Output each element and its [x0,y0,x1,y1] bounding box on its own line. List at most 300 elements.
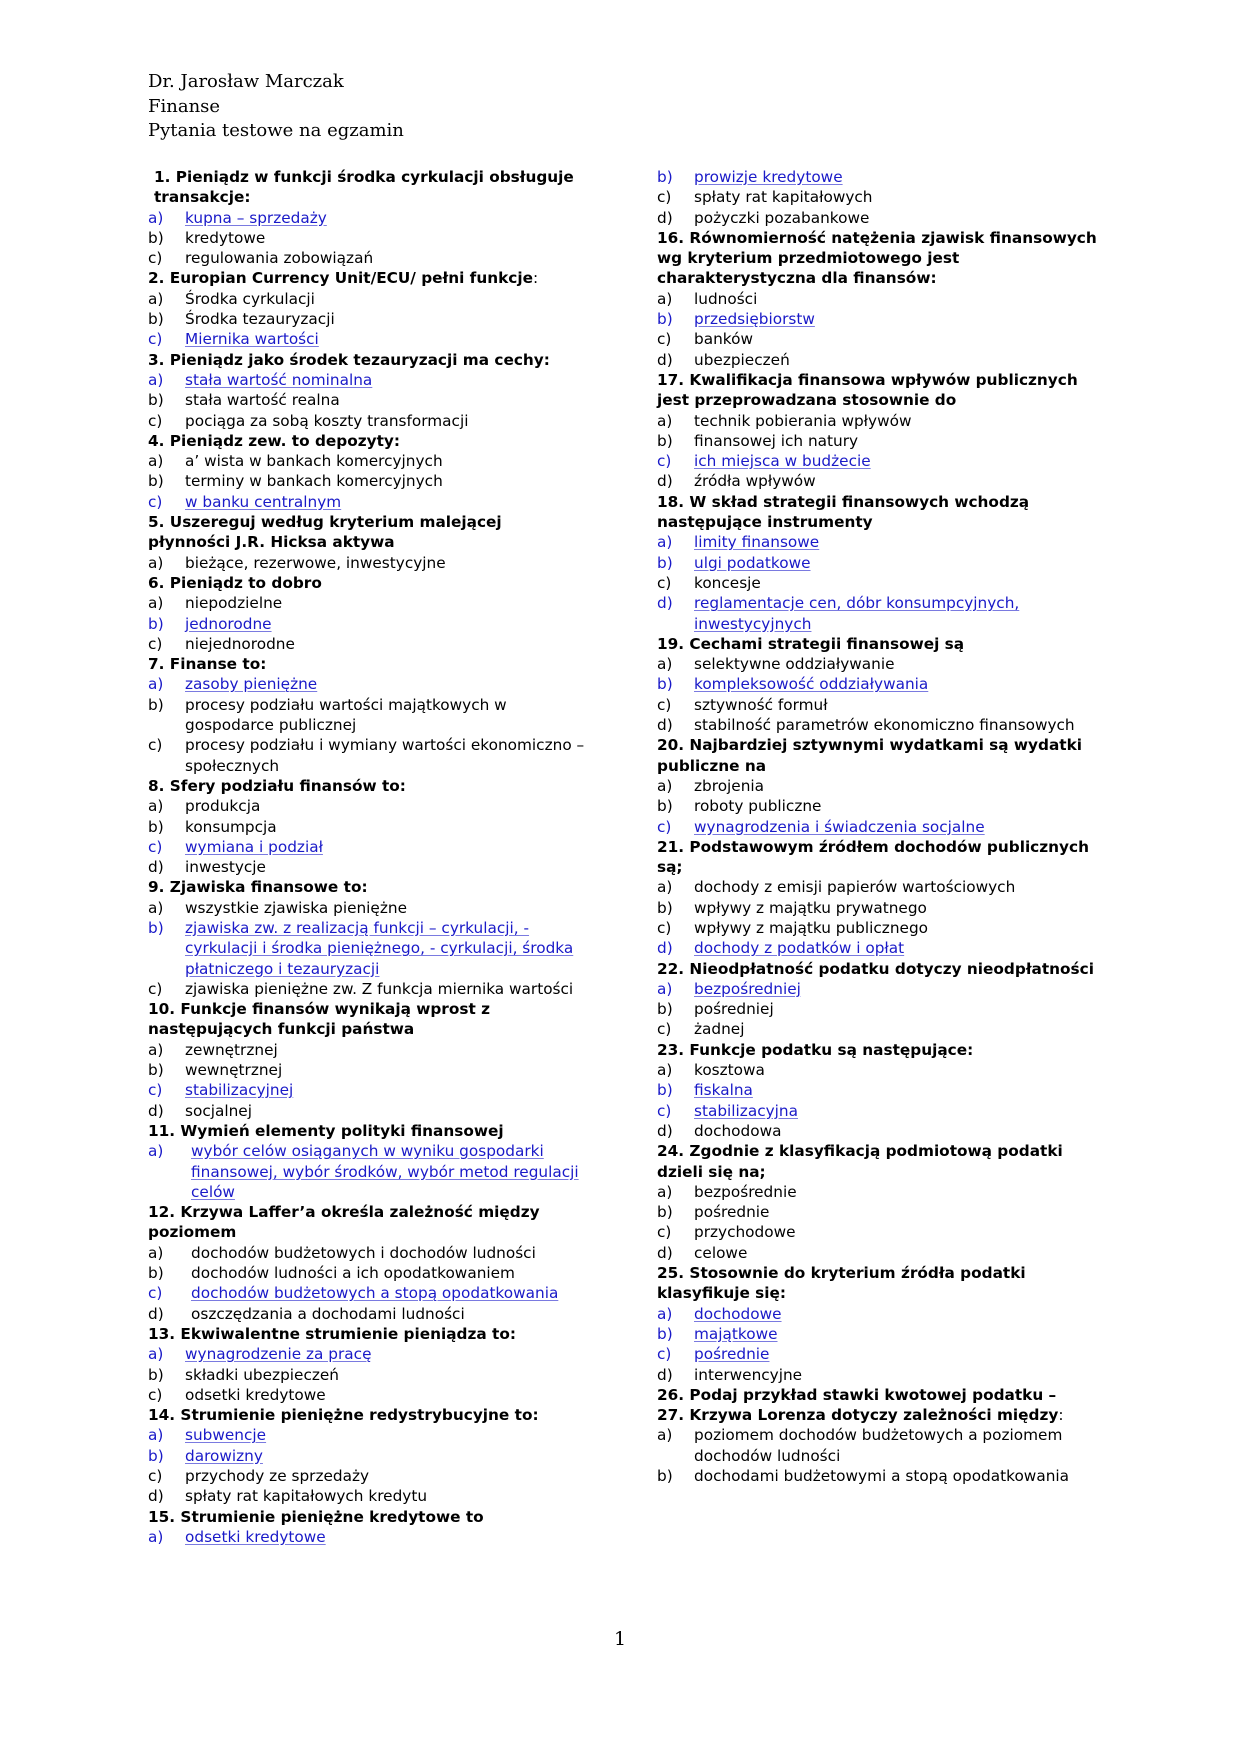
question-block [148,268,588,349]
answer-option [148,471,588,491]
answer-option [148,248,588,268]
option-letter: a) [148,797,164,816]
answer-option [148,1466,588,1486]
option-letter: b) [657,310,673,329]
option-letter: a) [657,289,673,308]
answer-option-correct [148,1527,588,1547]
answer-option [657,329,1097,349]
option-letter: a) [148,1527,164,1546]
answer-option [657,1466,1097,1486]
option-text: dochodami budżetowymi a stopą opodatkowania [694,1467,1070,1485]
option-letter: d) [657,350,673,369]
option-text: dochodów budżetowych i dochodów ludności [191,1243,536,1262]
option-text: zewnętrznej [185,1040,278,1059]
answer-option [148,553,588,573]
answer-option [657,654,1097,674]
option-text: inwestycje [185,858,266,877]
answer-option-correct [657,979,1097,999]
option-text: przedsiębiorstw [694,310,815,329]
question-stem: 6. Pieniądz to dobro [148,573,322,592]
option-letter: b) [657,1203,673,1222]
answer-option [148,979,588,999]
question-text [657,1263,1097,1304]
option-text: wpływy z majątku publicznego [694,918,929,937]
option-letter: c) [148,249,163,268]
answer-option [148,289,588,309]
option-text: ludności [694,289,758,308]
question-stem: 10. Funkcje finansów wynikają wprost z następujących funkcji państwa [148,1000,496,1039]
option-letter: c) [657,695,672,714]
question-stem: 9. Zjawiska finansowe to: [148,878,368,897]
option-letter: c) [148,1385,163,1404]
option-letter: b) [657,1000,673,1019]
option-text: kosztowa [694,1061,765,1080]
option-letter: c) [657,918,672,937]
option-letter: b) [148,695,164,714]
option-letter: a) [148,1040,164,1059]
page-number: 1 [613,1628,627,1650]
option-letter: a) [657,655,673,674]
option-text: wymiana i podział [185,837,323,856]
question-text [148,512,588,553]
answer-option-correct [148,614,588,634]
question-text [148,167,588,208]
option-letter: a) [657,878,673,897]
option-text: a’ wista w bankach komercyjnych [185,452,443,471]
answer-option-correct [148,1080,588,1100]
option-letter: a) [148,208,164,227]
option-letter: a) [148,1345,164,1364]
answer-option [657,776,1097,796]
option-letter: d) [657,939,673,958]
question-text [148,350,588,370]
option-letter: c) [657,1223,672,1242]
question-block [657,1385,1097,1405]
option-text: finansowej ich natury [694,431,859,450]
answer-option-correct [657,674,1097,694]
question-block [657,492,1097,634]
answer-option-correct [657,938,1097,958]
answer-option [657,1222,1097,1242]
option-letter: b) [148,1365,164,1384]
answer-option [148,1365,588,1385]
option-letter: b) [657,898,673,917]
option-letter: b) [148,614,164,633]
question-block [148,431,588,512]
option-letter: c) [148,492,163,511]
option-text: kupna – sprzedaży [185,208,327,227]
question-text [148,573,588,593]
answer-option [148,735,588,776]
option-text: dochodowa [694,1121,782,1140]
question-stem: 21. Podstawowym źródłem dochodów publicznych są; [657,837,1095,877]
option-letter: d) [657,472,673,491]
answer-option-correct [657,309,1097,329]
option-letter: a) [657,411,673,430]
option-letter: b) [148,1264,164,1283]
document-title: Pytania testowe na egzamin [148,120,404,141]
answer-option [657,796,1097,816]
question-text [657,634,1097,654]
option-text: prowizje kredytowe [694,168,843,186]
option-letter: c) [657,330,672,349]
question-block [657,959,1097,1040]
answer-option [657,1243,1097,1263]
option-letter: a) [657,1304,673,1323]
option-letter: a) [148,452,164,471]
answer-option [657,431,1097,451]
question-text [657,959,1097,979]
option-letter: a) [148,594,164,613]
option-text: terminy w bankach komercyjnych [185,472,443,491]
option-text: selektywne oddziaływanie [694,655,895,674]
answer-option [657,471,1097,491]
option-text: oszczędzania a dochodami ludności [191,1304,465,1323]
question-text [148,877,588,897]
question-text [657,228,1103,289]
question-text [148,1202,588,1243]
question-stem: 11. Wymień elementy polityki finansowej [148,1121,504,1140]
option-text: pociąga za sobą koszty transformacji [185,411,469,430]
option-text: fiskalna [694,1081,753,1100]
answer-option [657,1365,1097,1385]
option-letter: a) [657,1182,673,1201]
option-text: regulowania zobowiązań [185,249,374,268]
answer-option [148,857,588,877]
option-letter: b) [148,1446,164,1465]
option-letter: c) [148,411,163,430]
question-block [148,1324,588,1405]
answer-option-correct [148,208,588,228]
answer-option [148,796,588,816]
option-text: dochodów ludności a ich opodatkowaniem [191,1264,515,1283]
answer-option [148,634,588,654]
answer-option [148,228,588,248]
author-name: Dr. Jarosław Marczak [148,71,344,92]
question-stem: 22. Nieodpłatność podatku dotyczy nieodpłatności [657,959,1094,978]
answer-option-correct [148,1141,588,1202]
option-text: konsumpcja [185,817,277,836]
option-text: stała wartość realna [185,391,340,410]
option-letter: a) [148,898,164,917]
answer-option-correct [657,167,1097,187]
option-letter: d) [657,1243,673,1262]
option-text: zasoby pieniężne [185,675,318,694]
question-block [657,837,1097,959]
option-letter: c) [148,1081,163,1100]
answer-option-correct [148,370,588,390]
option-letter: d) [657,1365,673,1384]
option-text: stabilizacyjna [694,1101,798,1120]
option-letter: b) [148,918,164,937]
option-text: poziomem dochodów budżetowych a poziomem dochodów ludności [694,1426,1063,1465]
answer-option [148,451,588,471]
option-text: składki ubezpieczeń [185,1365,339,1384]
right-column [657,167,1103,1486]
question-stem: 3. Pieniądz jako środek tezauryzacji ma cechy: [148,350,550,369]
option-text: bieżące, rezerwowe, inwestycyjne [185,553,446,572]
option-text: dochody z emisji papierów wartościowych [694,878,1016,897]
option-letter: b) [657,1467,673,1485]
answer-option-correct [657,1344,1097,1364]
option-text: zbrojenia [694,776,765,795]
option-text: procesy podziału i wymiany wartości ekonomiczno – społecznych [185,736,585,775]
question-text [148,1405,588,1425]
option-letter: c) [148,1284,163,1303]
option-text: procesy podziału wartości majątkowych w gospodarce publicznej [185,695,507,735]
question-text [148,1121,588,1141]
option-text: interwencyjne [694,1365,803,1384]
question-block [657,735,1097,836]
question-text [657,837,1097,878]
subject-name: Finanse [148,95,221,117]
option-text: spłaty rat kapitałowych [694,188,873,207]
option-text: wynagrodzenie za pracę [185,1345,372,1364]
answer-option [148,390,588,410]
question-stem: 17. Kwalifikacja finansowa wpływów publicznych jest przeprowadzana stosownie do [657,370,1084,410]
question-text [148,654,588,674]
answer-option [657,289,1097,309]
option-letter: b) [148,310,164,329]
answer-option-correct [657,451,1097,471]
answer-option-correct [148,674,588,694]
option-text: stabilizacyjnej [185,1081,294,1100]
option-letter: b) [657,797,673,816]
option-text: wszystkie zjawiska pieniężne [185,898,407,917]
option-text: w banku centralnym [185,492,342,511]
option-text: źródła wpływów [694,472,816,491]
option-letter: b) [148,472,164,491]
answer-option-correct [657,593,1097,634]
answer-option [657,918,1097,938]
option-text: przychody ze sprzedaży [185,1467,370,1485]
question-text [657,1141,1097,1182]
question-stem: 18. W skład strategii finansowych wchodzą następujące instrumenty [657,492,1035,532]
option-text: roboty publiczne [694,797,822,816]
option-text: socjalnej [185,1101,252,1120]
option-letter: a) [657,776,673,795]
option-letter: a) [148,1142,164,1161]
question-text [657,492,1097,533]
option-letter: c) [657,573,672,592]
answer-option [148,1385,588,1405]
answer-option [657,1019,1097,1039]
option-text: Środka tezauryzacji [185,310,335,329]
option-letter: a) [657,533,673,552]
question-stem: 1. Pieniądz w funkcji środka cyrkulacji obsługuje transakcje: [154,168,580,207]
option-text: zjawiska pieniężne zw. Z funkcja miernika wartości [185,979,574,998]
answer-option-correct [148,918,588,979]
option-letter: b) [657,431,673,450]
answer-option [657,573,1097,593]
option-text: wpływy z majątku prywatnego [694,898,927,917]
option-text: pośredniej [694,1000,774,1019]
question-stem: 25. Stosownie do kryterium źródła podatki klasyfikuje się: [657,1264,1031,1303]
answer-option [148,1263,588,1283]
question-stem: 19. Cechami strategii finansowej są [657,634,965,653]
answer-option [657,877,1097,897]
question-stem: 14. Strumienie pieniężne redystrybucyjne to: [148,1406,539,1425]
option-text: Miernika wartości [185,330,319,349]
question-block [657,1263,1097,1385]
option-letter: c) [657,1101,672,1120]
question-block [148,573,588,654]
option-letter: c) [657,188,672,207]
option-text: subwencje [185,1426,267,1445]
question-block [148,877,588,999]
option-text: ich miejsca w budżecie [694,452,871,471]
option-text: wynagrodzenia i świadczenia socjalne [694,817,985,836]
option-text: kompleksowość oddziaływania [694,675,929,694]
option-text: pośrednie [694,1345,770,1364]
option-text: dochodów budżetowych a stopą opodatkowania [191,1284,559,1303]
question-stem: 5. Uszereguj według kryterium malejącej płynności J.R. Hicksa aktywa [148,513,507,552]
continued-options [657,167,1097,228]
option-letter: b) [148,817,164,836]
question-tail: : [1058,1406,1064,1425]
question-text [657,1405,1097,1425]
answer-option [148,1486,588,1506]
answer-option-correct [148,329,588,349]
answer-option [148,1304,588,1324]
answer-option-correct [148,837,588,857]
option-letter: d) [148,1487,164,1506]
option-letter: c) [148,634,163,653]
option-text: pożyczki pozabankowe [694,208,870,227]
option-letter: d) [148,858,164,877]
option-text: ubezpieczeń [694,350,790,369]
option-letter: a) [148,370,164,389]
option-text: bezpośrednie [694,1182,797,1201]
option-letter: a) [148,1243,164,1262]
answer-option [657,1121,1097,1141]
option-letter: a) [148,675,164,694]
option-text: sztywność formuł [694,695,828,714]
question-text [148,999,588,1040]
question-tail: : [532,269,539,288]
answer-option [657,187,1097,207]
question-block [148,1405,588,1506]
option-letter: a) [657,1061,673,1080]
option-text: bezpośredniej [694,979,801,998]
question-text [657,370,1097,411]
option-letter: a) [148,1426,164,1445]
option-letter: c) [148,837,163,856]
option-text: zjawiska zw. z realizacją funkcji – cyrkulacji, - cyrkulacji i środka pieniężnego, - cyrkulacji, środka płatniczego i tezauryzacji [185,918,574,978]
option-text: niejednorodne [185,634,295,653]
answer-option-correct [657,1304,1097,1324]
question-block [148,999,588,1121]
option-letter: c) [148,1467,163,1485]
answer-option-correct [148,1344,588,1364]
question-block [148,512,588,573]
option-letter: d) [148,1101,164,1120]
question-text [657,1385,1097,1405]
option-text: Środka cyrkulacji [185,289,315,308]
option-letter: d) [657,1121,673,1140]
option-letter: c) [148,979,163,998]
answer-option [657,1202,1097,1222]
question-text [148,431,588,451]
answer-option [148,1060,588,1080]
answer-option-correct [148,1425,588,1445]
answer-option [657,1425,1097,1466]
question-text [148,1507,588,1527]
answer-option [148,411,588,431]
question-stem: 24. Zgodnie z klasyfikacją podmiotową podatki dzieli się na; [657,1142,1069,1181]
answer-option [657,1182,1097,1202]
question-block [148,1121,588,1202]
question-block [148,654,588,776]
document-header [148,70,404,144]
answer-option-correct [148,1446,588,1466]
question-stem: 15. Strumienie pieniężne kredytowe to [148,1507,484,1526]
question-stem: 12. Krzywa Laffer’a określa zależność między poziomem [148,1203,545,1242]
answer-option [657,208,1097,228]
option-text: żadnej [694,1020,745,1039]
option-letter: a) [148,553,164,572]
option-text: spłaty rat kapitałowych kredytu [185,1487,428,1506]
option-text: reglamentacje cen, dóbr konsumpcyjnych, inwestycyjnych [694,594,1020,633]
option-text: kredytowe [185,228,266,247]
question-stem: 13. Ekwiwalentne strumienie pieniądza to: [148,1324,516,1343]
question-block [657,634,1097,735]
option-text: jednorodne [185,614,272,633]
question-block [657,1040,1097,1141]
answer-option-correct [657,532,1097,552]
option-letter: c) [148,330,163,349]
answer-option [148,817,588,837]
option-letter: a) [657,1426,673,1445]
answer-option [657,999,1097,1019]
answer-option-correct [657,1324,1097,1344]
option-text: technik pobierania wpływów [694,411,912,430]
question-stem: 7. Finanse to: [148,655,267,674]
option-letter: c) [657,817,672,836]
option-text: stała wartość nominalna [185,370,373,389]
option-letter: c) [657,1020,672,1039]
option-text: pośrednie [694,1203,770,1222]
option-letter: d) [148,1304,164,1323]
answer-option [148,898,588,918]
question-block [148,1202,588,1324]
option-text: stabilność parametrów ekonomiczno finansowych [694,716,1075,735]
option-letter: c) [657,452,672,471]
answer-option [148,1101,588,1121]
answer-option-correct [148,1283,588,1303]
option-text: limity finansowe [694,533,820,552]
question-stem: 27. Krzywa Lorenza dotyczy zależności między [657,1406,1059,1425]
question-block [657,1141,1097,1263]
option-text: celowe [694,1243,748,1262]
option-text: przychodowe [694,1223,796,1242]
answer-option [657,1060,1097,1080]
option-text: wybór celów osiąganych w wyniku gospodarki finansowej, wybór środków, wybór metod regulacji celów [191,1142,579,1201]
left-column [148,167,588,1547]
option-letter: a) [148,289,164,308]
option-text: wewnętrznej [185,1061,283,1080]
option-text: koncesje [694,573,761,592]
question-text [148,1324,588,1344]
answer-option [657,350,1097,370]
answer-option [657,695,1097,715]
option-letter: b) [657,1081,673,1100]
answer-option [148,1243,588,1263]
option-text: dochodowe [694,1304,782,1323]
answer-option [657,411,1097,431]
option-text: odsetki kredytowe [185,1385,326,1404]
question-stem: 2. Europian Currency Unit/ECU/ pełni funkcje [148,269,533,288]
